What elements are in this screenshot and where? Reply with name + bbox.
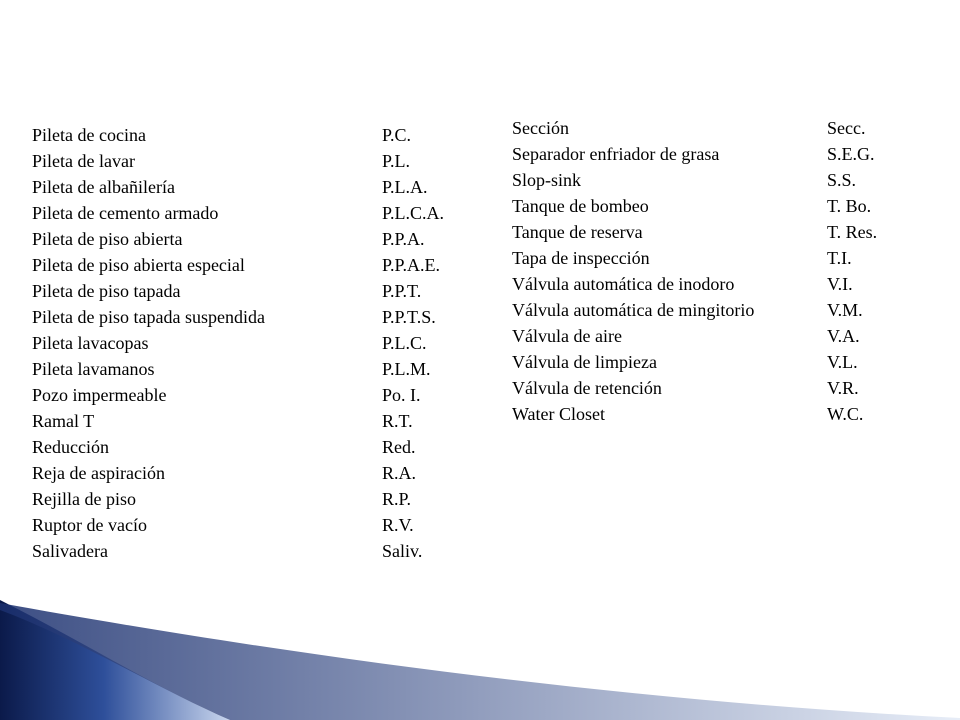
term-label: Rejilla de piso [32, 489, 136, 509]
abbreviation-label: Po. I. [382, 385, 421, 405]
abbreviation-label: R.P. [382, 489, 412, 509]
abbreviation-label: P.L.C.A. [382, 203, 445, 223]
abbreviation-label: P.L.M. [382, 359, 431, 379]
abbreviation-label: V.A. [827, 326, 860, 346]
abbreviation-label: P.C. [382, 125, 412, 145]
abbreviation-label: Saliv. [382, 541, 423, 561]
abbreviation-label: R.V. [382, 515, 414, 535]
term-label: Válvula de limpieza [512, 352, 657, 372]
abbreviation-label: P.L. [382, 151, 411, 171]
term-label: Pozo impermeable [32, 385, 167, 405]
abbreviation-label: T. Bo. [827, 196, 872, 216]
abbreviation-label: V.I. [827, 274, 853, 294]
term-label: Ruptor de vacío [32, 515, 147, 535]
abbreviation-label: Secc. [827, 118, 866, 138]
term-label: Tapa de inspección [512, 248, 650, 268]
abbreviation-label: P.P.T. [382, 281, 422, 301]
term-label: Válvula automática de mingitorio [512, 300, 755, 320]
abbreviation-label: T.I. [827, 248, 852, 268]
term-label: Pileta de piso abierta [32, 229, 183, 249]
term-label: Pileta de cemento armado [32, 203, 219, 223]
term-label: Pileta de piso abierta especial [32, 255, 245, 275]
term-label: Reja de aspiración [32, 463, 165, 483]
abbreviation-label: P.L.A. [382, 177, 428, 197]
abbreviation-label: T. Res. [827, 222, 878, 242]
abbreviation-label: R.T. [382, 411, 413, 431]
term-label: Pileta de albañilería [32, 177, 175, 197]
term-label: Pileta de lavar [32, 151, 135, 171]
abbreviation-label: S.S. [827, 170, 857, 190]
abbreviation-label: P.L.C. [382, 333, 427, 353]
term-label: Separador enfriador de grasa [512, 144, 720, 164]
term-label: Tanque de bombeo [512, 196, 649, 216]
term-label: Válvula automática de inodoro [512, 274, 735, 294]
term-label: Reducción [32, 437, 109, 457]
term-label: Pileta lavamanos [32, 359, 155, 379]
term-label: Slop-sink [512, 170, 582, 190]
term-label: Salivadera [32, 541, 108, 561]
term-label: Sección [512, 118, 569, 138]
abbreviation-label: V.M. [827, 300, 863, 320]
abbreviation-label: W.C. [827, 404, 864, 424]
term-label: Tanque de reserva [512, 222, 643, 242]
abbreviation-label: S.E.G. [827, 144, 875, 164]
abbreviation-label: P.P.A.E. [382, 255, 441, 275]
abbreviation-label: V.R. [827, 378, 859, 398]
term-label: Water Closet [512, 404, 606, 424]
term-label: Válvula de aire [512, 326, 622, 346]
term-label: Ramal T [32, 411, 95, 431]
term-label: Pileta de cocina [32, 125, 146, 145]
abbreviation-label: V.L. [827, 352, 858, 372]
abbreviation-label: P.P.T.S. [382, 307, 436, 327]
abbreviation-label: Red. [382, 437, 416, 457]
term-label: Válvula de retención [512, 378, 662, 398]
term-label: Pileta lavacopas [32, 333, 149, 353]
term-label: Pileta de piso tapada [32, 281, 181, 301]
abbreviation-label: R.A. [382, 463, 417, 483]
term-label: Pileta de piso tapada suspendida [32, 307, 265, 327]
abbreviation-label: P.P.A. [382, 229, 425, 249]
